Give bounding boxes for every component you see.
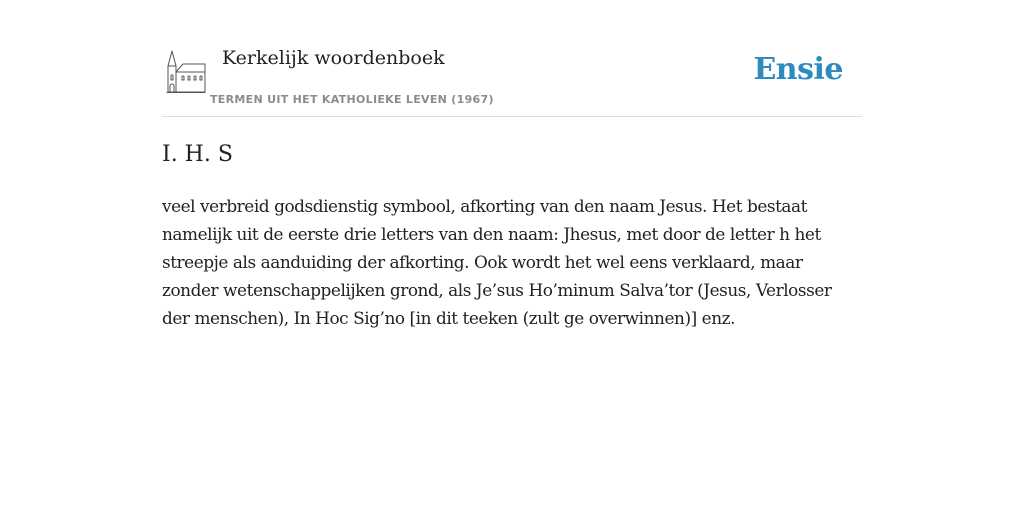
- entry-title: I. H. S: [162, 142, 233, 167]
- book-subtitle: TERMEN UIT HET KATHOLIEKE LEVEN (1967): [210, 93, 494, 106]
- header: [162, 40, 862, 117]
- book-title[interactable]: Kerkelijk woordenboek: [222, 47, 445, 69]
- ensie-logo-link[interactable]: Ensie: [753, 52, 843, 87]
- church-icon[interactable]: [166, 50, 206, 94]
- entry-body: veel verbreid godsdienstig symbool, afkorting van den naam Jesus. Het bestaat namelijk uit de eerste drie letters van den naam: Jhesus, met door de letter h het streepje als aanduiding der afkorting. Ook wordt het wel eens verklaard, maar zonder wetenschappelijken grond, als Je’sus Ho’minum Salva’tor (Jesus, Verlosser der menschen), In Hoc Sig’no [in dit teeken (zult ge overwinnen)] enz.: [162, 196, 832, 328]
